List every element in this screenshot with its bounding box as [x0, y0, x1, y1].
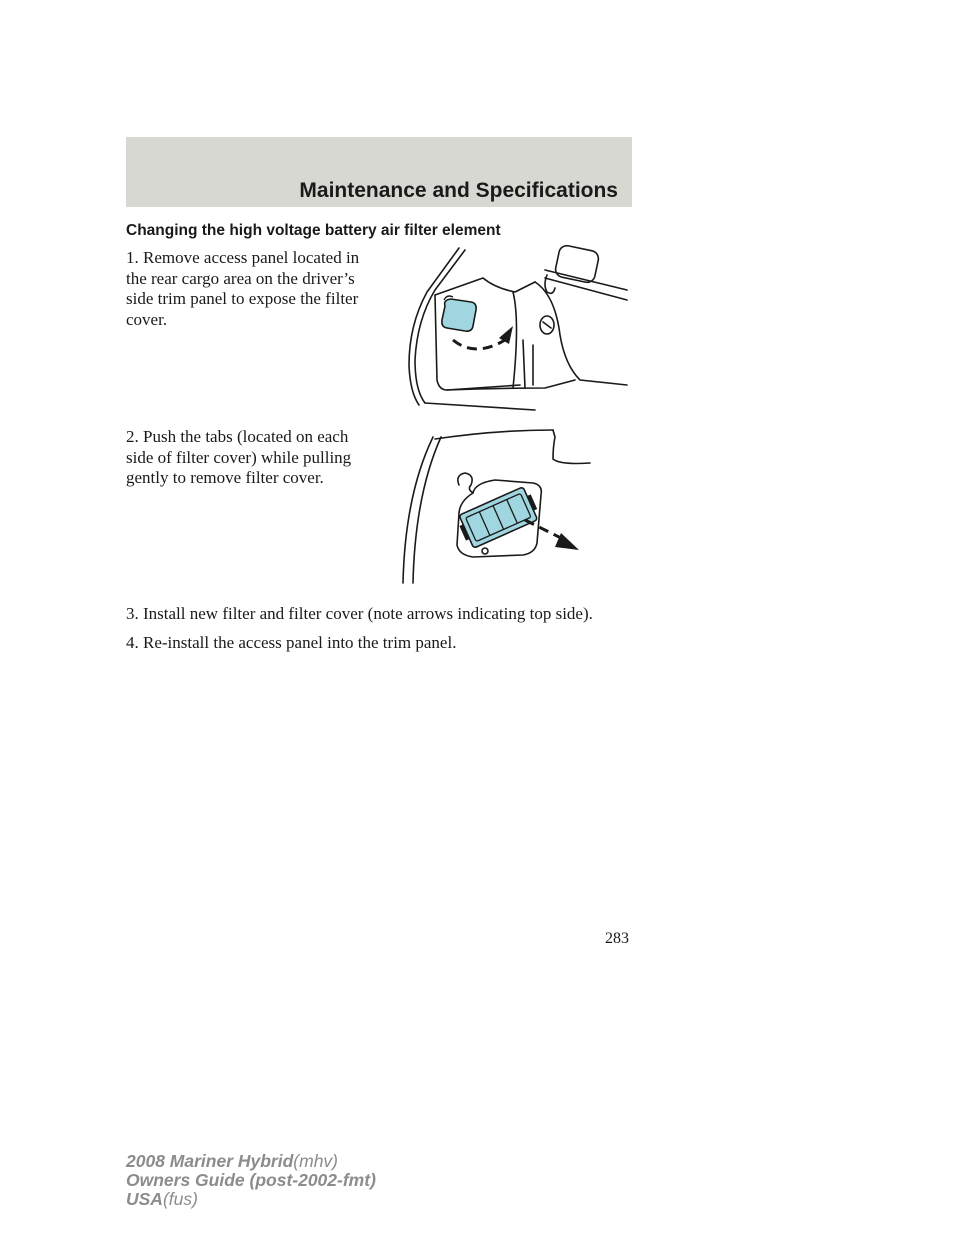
page-section-title: Maintenance and Specifications	[299, 179, 618, 202]
footer-market-code: (fus)	[162, 1189, 198, 1209]
filter-cover-illustration	[395, 425, 615, 585]
cargo-area-illustration	[395, 240, 635, 415]
footer-line-3	[126, 1190, 376, 1209]
step-1-text: 1. Remove access panel located in the rear cargo area on the driver’s side trim panel to expose the filter cover.	[126, 248, 360, 329]
section-heading: Changing the high voltage battery air filter element	[126, 222, 501, 239]
footer-model: 2008 Mariner Hybrid	[126, 1151, 294, 1171]
footer-market: USA	[126, 1189, 163, 1209]
step-4-text: 4. Re-install the access panel into the trim panel.	[126, 633, 457, 652]
page-number: 283	[605, 930, 629, 947]
step-2-text: 2. Push the tabs (located on each side of filter cover) while pulling gently to remove filter cover.	[126, 427, 352, 487]
footer-line-2	[126, 1171, 376, 1190]
footer-guide: Owners Guide (post-2002-fmt)	[126, 1170, 376, 1190]
step-3-text: 3. Install new filter and filter cover (note arrows indicating top side).	[126, 604, 593, 623]
footer	[126, 1152, 376, 1209]
footer-line-1	[126, 1152, 376, 1171]
footer-model-code: (mhv)	[293, 1151, 339, 1171]
header-band	[126, 137, 632, 207]
